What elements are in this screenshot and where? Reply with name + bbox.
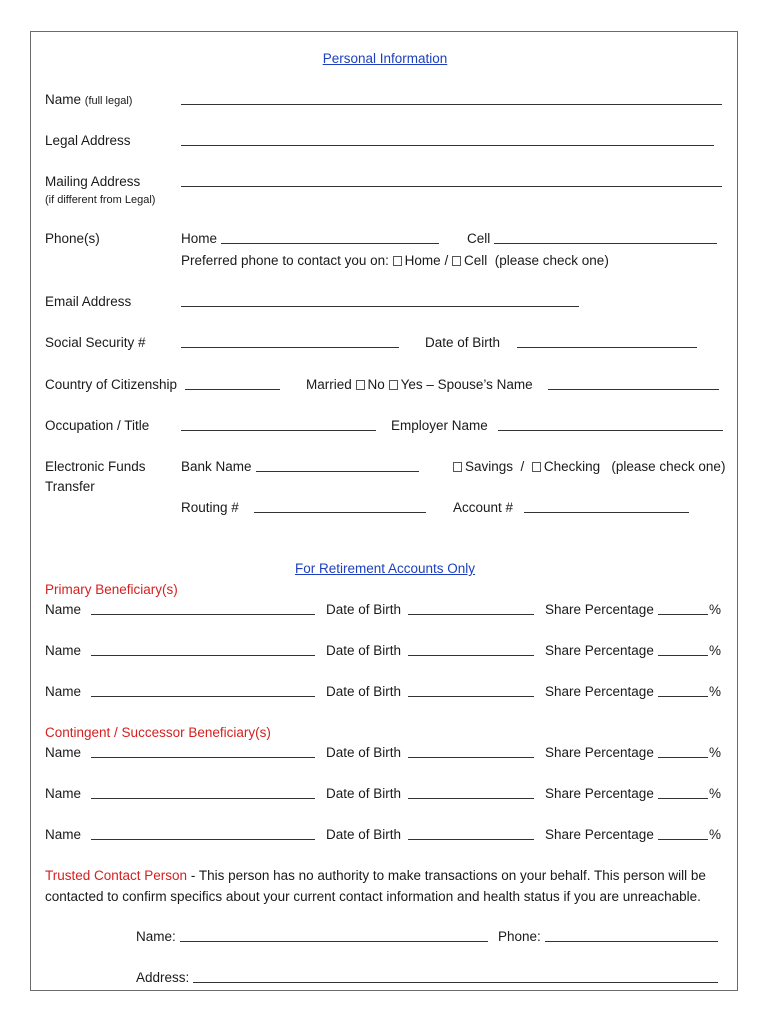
beneficiary-dob-input-line[interactable] — [408, 655, 534, 656]
trusted-address-label: Address: — [136, 970, 190, 985]
beneficiary-share-input-line[interactable] — [658, 696, 708, 697]
percent-sign: % — [709, 684, 722, 699]
married-row — [306, 376, 533, 393]
trusted-address-input-line[interactable] — [193, 982, 718, 983]
routing-input-line[interactable] — [254, 512, 426, 513]
email-input-line[interactable] — [181, 306, 579, 307]
percent-sign: % — [709, 745, 722, 760]
beneficiary-name-input-line[interactable] — [91, 839, 315, 840]
beneficiary-share-input-line[interactable] — [658, 798, 708, 799]
savings-checkbox[interactable] — [453, 462, 462, 472]
married-no-checkbox[interactable] — [356, 380, 365, 390]
cell-phone-label: Cell — [467, 231, 491, 246]
mailing-address-note: (if different from Legal) — [45, 194, 156, 206]
beneficiary-share-label: Share Percentage — [545, 827, 654, 842]
bank-name-input-line[interactable] — [256, 471, 419, 472]
beneficiary-dob-label: Date of Birth — [326, 745, 402, 760]
contingent-beneficiary-title: Contingent / Successor Beneficiary(s) — [45, 725, 271, 740]
preferred-home-checkbox[interactable] — [393, 256, 402, 266]
account-number-input-line[interactable] — [524, 512, 689, 513]
preferred-cell-label: Cell — [463, 253, 488, 268]
trusted-phone-input-line[interactable] — [545, 941, 718, 942]
percent-sign: % — [709, 643, 722, 658]
spouse-name-input-line[interactable] — [548, 389, 719, 390]
mailing-address-input-line[interactable] — [181, 186, 722, 187]
legal-address-input-line[interactable] — [181, 145, 714, 146]
name-note: (full legal) — [84, 95, 133, 107]
percent-sign: % — [709, 827, 722, 842]
beneficiary-dob-label: Date of Birth — [326, 602, 402, 617]
beneficiary-share-input-line[interactable] — [658, 655, 708, 656]
trusted-name-label: Name: — [136, 929, 176, 944]
beneficiary-share-input-line[interactable] — [658, 839, 708, 840]
eft-label-line2: Transfer — [45, 479, 95, 494]
savings-label: Savings — [465, 459, 514, 474]
beneficiary-share-label: Share Percentage — [545, 684, 654, 699]
occupation-input-line[interactable] — [181, 430, 376, 431]
beneficiary-dob-input-line[interactable] — [408, 798, 534, 799]
percent-sign: % — [709, 786, 722, 801]
phones-label: Phone(s) — [45, 231, 100, 246]
beneficiary-name-input-line[interactable] — [91, 757, 315, 758]
trusted-contact-text: - This person has no authority to make transactions on your behalf. This person will be contacted to confirm specifics about your current contact information and health status if you are unreachable. — [45, 868, 706, 904]
occupation-label: Occupation / Title — [45, 418, 150, 433]
married-yes-checkbox[interactable] — [389, 380, 398, 390]
trusted-contact-title: Trusted Contact Person — [45, 868, 188, 883]
beneficiary-dob-label: Date of Birth — [326, 786, 402, 801]
beneficiary-share-label: Share Percentage — [545, 745, 654, 760]
beneficiary-name-label: Name — [45, 745, 82, 760]
legal-address-label: Legal Address — [45, 133, 131, 148]
beneficiary-name-input-line[interactable] — [91, 655, 315, 656]
eft-label-line1: Electronic Funds — [45, 459, 146, 474]
beneficiary-share-input-line[interactable] — [658, 614, 708, 615]
home-phone-input-line[interactable] — [221, 243, 439, 244]
primary-beneficiary-title: Primary Beneficiary(s) — [45, 582, 178, 597]
trusted-name-input-line[interactable] — [180, 941, 488, 942]
employer-label: Employer Name — [391, 418, 488, 433]
retirement-accounts-header: For Retirement Accounts Only — [294, 561, 476, 576]
beneficiary-dob-input-line[interactable] — [408, 614, 534, 615]
beneficiary-dob-label: Date of Birth — [326, 684, 402, 699]
cell-phone-input-line[interactable] — [494, 243, 717, 244]
preferred-phone-row: Preferred phone to contact you on: Home / Cell (please check one) — [181, 253, 609, 268]
mailing-address-label: Mailing Address — [45, 174, 141, 189]
beneficiary-dob-label: Date of Birth — [326, 643, 402, 658]
beneficiary-share-label: Share Percentage — [545, 602, 654, 617]
account-type-row: Savings / Checking (please check one) — [453, 458, 725, 475]
beneficiary-share-label: Share Percentage — [545, 643, 654, 658]
name-label: Name (full legal) — [45, 92, 133, 107]
preferred-phone-label: Preferred phone to contact you on: — [181, 253, 389, 268]
account-number-label: Account # — [453, 500, 514, 515]
name-input-line[interactable] — [181, 104, 722, 105]
beneficiary-name-label: Name — [45, 786, 82, 801]
percent-sign: % — [709, 602, 722, 617]
email-label: Email Address — [45, 294, 132, 309]
married-yes-label: Yes – Spouse’s Name — [400, 377, 533, 392]
citizenship-label: Country of Citizenship — [45, 377, 178, 392]
citizenship-input-line[interactable] — [185, 389, 280, 390]
beneficiary-name-label: Name — [45, 643, 82, 658]
beneficiary-name-input-line[interactable] — [91, 798, 315, 799]
beneficiary-name-label: Name — [45, 684, 82, 699]
checking-checkbox[interactable] — [532, 462, 541, 472]
beneficiary-dob-input-line[interactable] — [408, 696, 534, 697]
routing-label: Routing # — [181, 500, 239, 515]
beneficiary-dob-label: Date of Birth — [326, 827, 402, 842]
employer-input-line[interactable] — [498, 430, 723, 431]
dob-label: Date of Birth — [425, 335, 501, 350]
beneficiary-dob-input-line[interactable] — [408, 757, 534, 758]
account-type-check-one-note: (please check one) — [611, 459, 726, 474]
ssn-input-line[interactable] — [181, 347, 399, 348]
dob-input-line[interactable] — [517, 347, 697, 348]
home-phone-label: Home — [181, 231, 218, 246]
bank-name-label: Bank Name — [181, 459, 252, 474]
married-no-label: No — [367, 377, 385, 392]
beneficiary-dob-input-line[interactable] — [408, 839, 534, 840]
personal-information-header: Personal Information — [322, 51, 448, 66]
beneficiary-name-input-line[interactable] — [91, 696, 315, 697]
beneficiary-name-label: Name — [45, 602, 82, 617]
beneficiary-name-label: Name — [45, 827, 82, 842]
preferred-check-one-note: (please check one) — [494, 253, 609, 268]
ssn-label: Social Security # — [45, 335, 146, 350]
beneficiary-name-input-line[interactable] — [91, 614, 315, 615]
trusted-contact-paragraph — [45, 866, 729, 907]
beneficiary-share-label: Share Percentage — [545, 786, 654, 801]
checking-label: Checking — [543, 459, 601, 474]
trusted-phone-label: Phone: — [498, 929, 541, 944]
beneficiary-share-input-line[interactable] — [658, 757, 708, 758]
married-label: Married — [306, 377, 352, 392]
preferred-cell-checkbox[interactable] — [452, 256, 461, 266]
preferred-home-label: Home — [404, 253, 441, 268]
